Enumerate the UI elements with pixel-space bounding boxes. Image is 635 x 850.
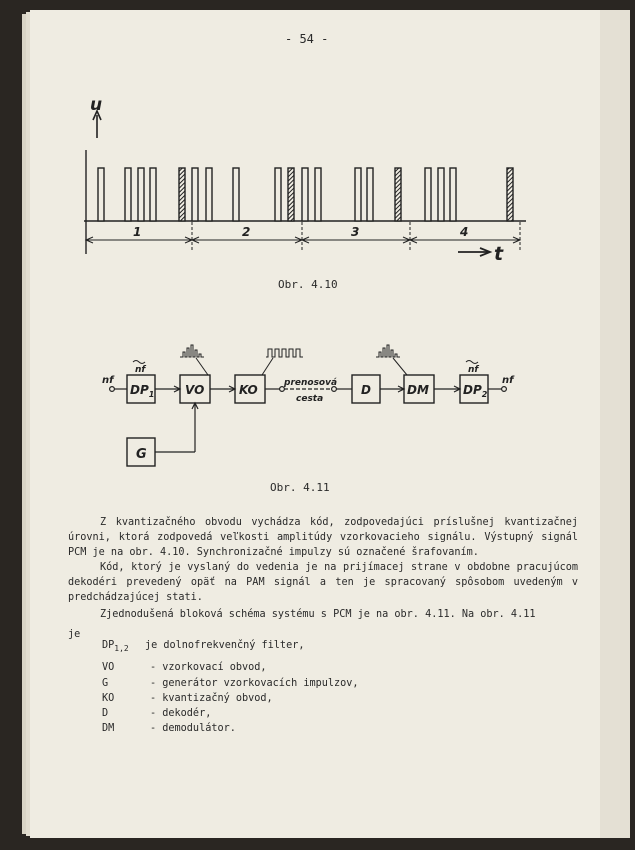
segment-label-1: 1 <box>133 225 142 239</box>
nf-output-label: nf <box>502 375 514 386</box>
figure-4-10-caption: Obr. 4.10 <box>278 278 338 291</box>
definition-description: - kvantizačný obvod, <box>150 693 273 704</box>
vo-label: VO <box>185 383 205 397</box>
nf-tilde-output-label: nf <box>468 365 479 375</box>
dp1-label: $DP_1$ <box>130 383 155 399</box>
definition-abbreviation: $DP_{1,2}$ <box>102 640 129 654</box>
channel-label-line-2: cesta <box>296 394 324 404</box>
channel-label-line-1: prenosová <box>284 378 338 388</box>
page-number: - 54 - <box>285 32 329 46</box>
next-page-edge <box>600 10 630 838</box>
definition-abbreviation: VO <box>102 662 115 673</box>
segment-label-4: 4 <box>460 225 469 239</box>
segment-label-3: 3 <box>351 225 360 239</box>
paragraph-decoder: Kód, ktorý je vyslaný do vedenia je na prijímacej strane v obdobne pracujúcom dekodéri prevedený opäť na PAM signál a ten je spracovaný spôsobom uvedeným v predchádzajúcej stati. <box>68 562 578 603</box>
d-label: D <box>361 383 371 397</box>
waveform-sketches <box>180 345 407 375</box>
dm-label: DM <box>407 383 429 397</box>
u-axis-label: u <box>90 95 103 115</box>
paragraph-block-diagram: Zjednodušená bloková schéma systému s PCM je na obr. 4.11. Na obr. 4.11 <box>100 609 536 620</box>
document-page <box>30 10 600 838</box>
paragraph-quantization: Z kvantizačného obvodu vychádza kód, zodpovedajúci príslušnej kvantizačnej úrovni, ktorá zodpovedá veľkosti amplitúdy vzorkovacieho signálu. Výstupný signál PCM je na obr. 4.10. Synchronizačné impulzy sú označené šrafovaním. <box>68 517 578 558</box>
definition-description: - demodulátor. <box>150 723 236 734</box>
pcm-block-diagram <box>30 10 600 490</box>
g-label: G <box>136 447 147 462</box>
nf-tilde-input-label: nf <box>135 365 146 375</box>
figure-4-11-caption: Obr. 4.11 <box>270 481 330 494</box>
definition-abbreviation: G <box>102 678 109 689</box>
definition-description: - generátor vzorkovacích impulzov, <box>150 678 359 689</box>
dp2-label: $DP_2$ <box>463 383 488 399</box>
definition-abbreviation: DM <box>102 723 115 734</box>
segment-label-2: 2 <box>242 225 251 239</box>
t-axis-label: t <box>494 243 504 265</box>
je-word: je <box>68 629 81 640</box>
definition-description: - vzorkovací obvod, <box>150 662 267 673</box>
ko-label: KO <box>239 383 258 397</box>
definition-abbreviation: KO <box>102 693 115 704</box>
definition-description: - dekodér, <box>150 708 212 719</box>
tilde-mark-output <box>466 361 478 364</box>
nf-input-label: nf <box>102 375 114 386</box>
tilde-mark-input <box>133 361 145 364</box>
definition-abbreviation: D <box>102 708 109 719</box>
definition-description: je dolnofrekvenčný filter, <box>145 640 305 651</box>
